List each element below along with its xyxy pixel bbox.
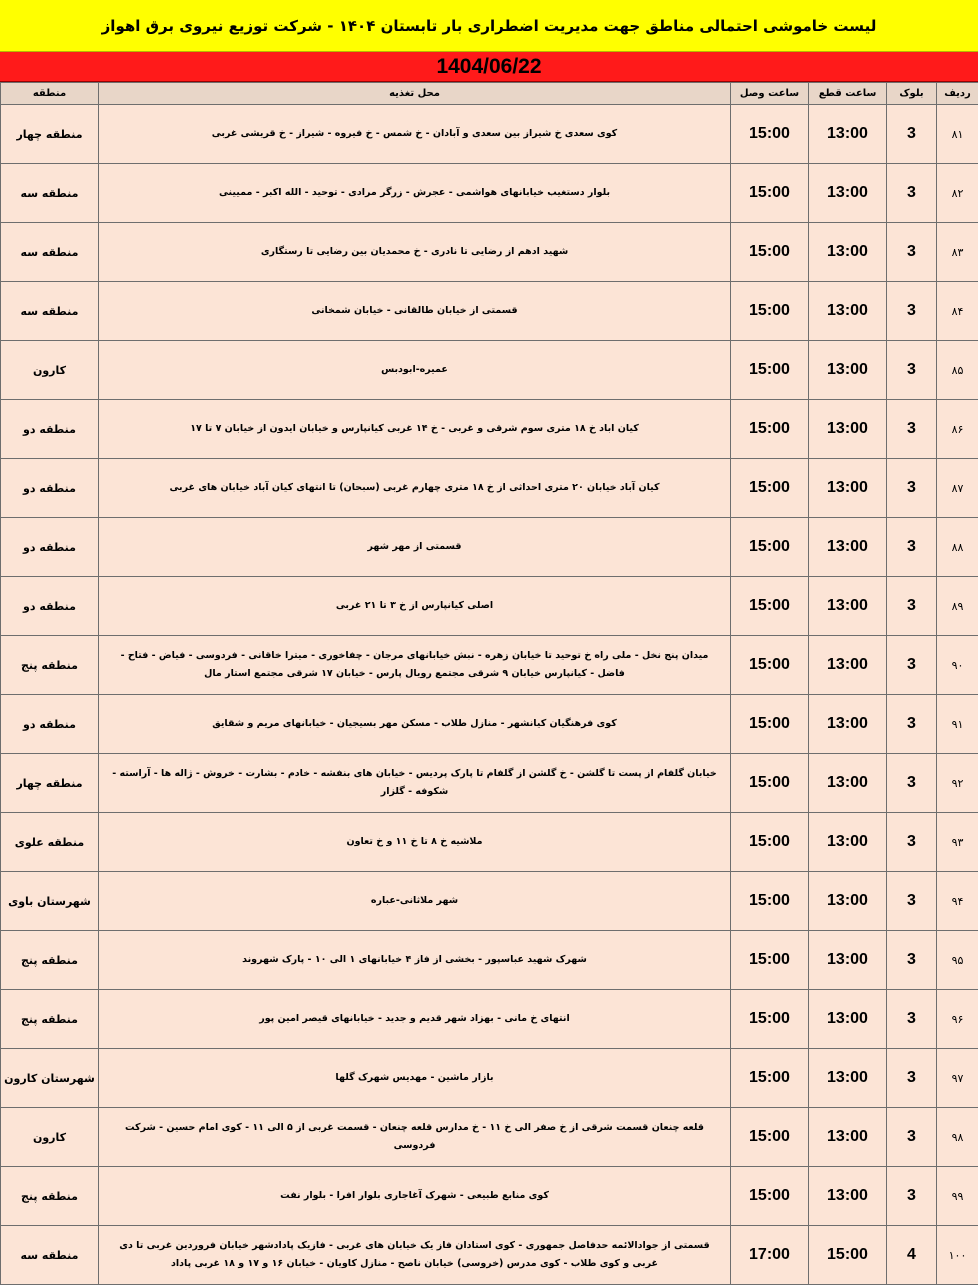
region-name: منطقه دو [1,577,99,636]
region-name: منطقه پنج [1,931,99,990]
row-number: ۸۵ [937,341,978,400]
row-number: ۸۶ [937,400,978,459]
header-region: منطقه [1,83,99,105]
area-description: شهرک شهید عباسپور - بخشی از فاز ۴ خیابانهای ۱ الی ۱۰ - پارک شهروند [99,931,731,990]
block-number: 3 [887,577,937,636]
table-row [1,400,978,459]
cut-time: 13:00 [809,636,887,695]
block-number: 3 [887,282,937,341]
row-number: ۹۱ [937,695,978,754]
table-row [1,754,978,813]
block-number: 3 [887,636,937,695]
cut-time: 13:00 [809,1167,887,1226]
region-name: کارون [1,341,99,400]
row-number: ۹۴ [937,872,978,931]
area-description: شهید ادهم از رضایی تا نادری - خ محمدیان بین رضایی تا رستگاری [99,223,731,282]
region-name: منطقه سه [1,223,99,282]
cut-time: 13:00 [809,164,887,223]
area-description: کوی فرهنگیان کیانشهر - منازل طلاب - مسکن مهر بسیجیان - خیابانهای مریم و شقایق [99,695,731,754]
row-number: ۸۷ [937,459,978,518]
cut-time: 13:00 [809,282,887,341]
restore-time: 17:00 [731,1226,809,1285]
row-number: ۹۶ [937,990,978,1049]
cut-time: 13:00 [809,577,887,636]
table-row [1,223,978,282]
table-row [1,282,978,341]
block-number: 3 [887,931,937,990]
restore-time: 15:00 [731,105,809,164]
restore-time: 15:00 [731,695,809,754]
table-row [1,695,978,754]
table-row [1,1049,978,1108]
row-number: ۹۷ [937,1049,978,1108]
row-number: ۸۲ [937,164,978,223]
region-name: کارون [1,1108,99,1167]
region-name: منطقه پنج [1,636,99,695]
restore-time: 15:00 [731,341,809,400]
block-number: 4 [887,1226,937,1285]
block-number: 3 [887,518,937,577]
block-number: 3 [887,1167,937,1226]
cut-time: 13:00 [809,754,887,813]
cut-time: 13:00 [809,1049,887,1108]
area-description: قسمتی از جوادالائمه حدفاصل جمهوری - کوی استادان فاز یک خیابان های غربی - فازیک پادادشهر خیابان فروردین غربی تا دی غربی و کوی طلاب - کوی مدرس (خروسی) خیابان ناصح - منازل کاویان - خیابان ۱۶ و ۱۷ و ۱۸ غربی پاداد [99,1226,731,1285]
cut-time: 13:00 [809,990,887,1049]
outage-table [0,82,978,1285]
area-description: شهر ملاثانی-عباره [99,872,731,931]
block-number: 3 [887,459,937,518]
region-name: منطقه سه [1,164,99,223]
block-number: 3 [887,990,937,1049]
cut-time: 13:00 [809,105,887,164]
region-name: شهرستان کارون [1,1049,99,1108]
row-number: ۸۴ [937,282,978,341]
area-description: قسمتی از خیابان طالقانی - خیابان شمخانی [99,282,731,341]
restore-time: 15:00 [731,282,809,341]
table-header-row [1,83,978,105]
table-row [1,990,978,1049]
region-name: منطقه پنج [1,1167,99,1226]
area-description: میدان پنج نخل - ملی راه خ توحید تا خیابان زهره - نبش خیابانهای مرجان - چفاخوری - میترا خاقانی - فردوسی - فیاض - فتاح - فاضل - کیانپارس خیابان ۹ شرقی مجتمع رویال پارس - خیابان ۱۷ شرقی مجتمع استار مال [99,636,731,695]
row-number: ۹۸ [937,1108,978,1167]
area-description: کوی سعدی خ شیراز بین سعدی و آبادان - خ شمس - خ فیروه - شیراز - خ قریشی غربی [99,105,731,164]
row-number: ۹۵ [937,931,978,990]
header-radif: ردیف [937,83,978,105]
cut-time: 13:00 [809,872,887,931]
restore-time: 15:00 [731,577,809,636]
row-number: ۹۳ [937,813,978,872]
region-name: منطقه دو [1,518,99,577]
header-area: محل تغذیه [99,83,731,105]
table-row [1,105,978,164]
block-number: 3 [887,1049,937,1108]
table-row [1,1167,978,1226]
cut-time: 13:00 [809,341,887,400]
region-name: منطقه دو [1,400,99,459]
row-number: ۱۰۰ [937,1226,978,1285]
area-description: اصلی کیانپارس از خ ۳ تا ۲۱ غربی [99,577,731,636]
area-description: عمیره-ابودبس [99,341,731,400]
table-row [1,931,978,990]
region-name: منطقه چهار [1,754,99,813]
block-number: 3 [887,164,937,223]
restore-time: 15:00 [731,459,809,518]
table-row [1,577,978,636]
block-number: 3 [887,695,937,754]
restore-time: 15:00 [731,164,809,223]
cut-time: 15:00 [809,1226,887,1285]
area-description: خیابان گلفام از پست تا گلشن - خ گلشن از گلفام تا پارک پردیس - خیابان های بنفشه - خادم - بشارت - خروش - ژاله ها - آراسته - شکوفه - گلزار [99,754,731,813]
cut-time: 13:00 [809,223,887,282]
table-row [1,459,978,518]
region-name: منطقه سه [1,1226,99,1285]
row-number: ۸۹ [937,577,978,636]
restore-time: 15:00 [731,1167,809,1226]
area-description: قسمتی از مهر شهر [99,518,731,577]
table-row [1,813,978,872]
region-name: منطقه دو [1,695,99,754]
header-block: بلوک [887,83,937,105]
area-description: قلعه چنعان قسمت شرقی از خ صفر الی خ ۱۱ - خ مدارس قلعه چنعان - قسمت غربی از ۵ الی ۱۱ - کوی امام حسین - شرکت فردوسی [99,1108,731,1167]
region-name: منطقه دو [1,459,99,518]
cut-time: 13:00 [809,400,887,459]
table-row [1,341,978,400]
block-number: 3 [887,400,937,459]
page-title: لیست خاموشی احتمالی مناطق جهت مدیریت اضطراری بار تابستان ۱۴۰۴ - شرکت توزیع نیروی برق اهواز [0,0,978,52]
restore-time: 15:00 [731,518,809,577]
header-cut-time: ساعت قطع [809,83,887,105]
row-number: ۹۰ [937,636,978,695]
area-description: کیان اباد خ ۱۸ متری سوم شرقی و غربی - خ ۱۴ غربی کیانپارس و خیابان ایدون از خیابان ۷ تا ۱۷ [99,400,731,459]
schedule-date: 1404/06/22 [0,52,978,82]
region-name: منطقه پنج [1,990,99,1049]
restore-time: 15:00 [731,223,809,282]
region-name: منطقه علوی [1,813,99,872]
restore-time: 15:00 [731,754,809,813]
block-number: 3 [887,1108,937,1167]
row-number: ۹۹ [937,1167,978,1226]
area-description: کیان آباد خیابان ۲۰ متری احداثی از خ ۱۸ متری چهارم غربی (سبحان) تا انتهای کیان آباد خیابان های غربی [99,459,731,518]
table-row [1,518,978,577]
restore-time: 15:00 [731,872,809,931]
restore-time: 15:00 [731,931,809,990]
restore-time: 15:00 [731,400,809,459]
table-row [1,1108,978,1167]
header-restore-time: ساعت وصل [731,83,809,105]
restore-time: 15:00 [731,636,809,695]
region-name: منطقه سه [1,282,99,341]
table-row [1,636,978,695]
region-name: منطقه چهار [1,105,99,164]
row-number: ۸۱ [937,105,978,164]
cut-time: 13:00 [809,695,887,754]
block-number: 3 [887,813,937,872]
block-number: 3 [887,223,937,282]
table-row [1,1226,978,1285]
cut-time: 13:00 [809,813,887,872]
row-number: ۸۸ [937,518,978,577]
area-description: ملاشیه خ ۸ تا خ ۱۱ و خ تعاون [99,813,731,872]
block-number: 3 [887,872,937,931]
restore-time: 15:00 [731,813,809,872]
cut-time: 13:00 [809,518,887,577]
area-description: انتهای خ مانی - بهزاد شهر قدیم و جدید - خیابانهای قیصر امین پور [99,990,731,1049]
restore-time: 15:00 [731,990,809,1049]
block-number: 3 [887,105,937,164]
table-row [1,164,978,223]
area-description: کوی منابع طبیعی - شهرک آغاجاری بلوار افرا - بلوار نفت [99,1167,731,1226]
block-number: 3 [887,341,937,400]
restore-time: 15:00 [731,1108,809,1167]
block-number: 3 [887,754,937,813]
cut-time: 13:00 [809,459,887,518]
table-row [1,872,978,931]
cut-time: 13:00 [809,1108,887,1167]
area-description: بازار ماشین - مهدیس شهرک گلها [99,1049,731,1108]
area-description: بلوار دستغیب خیابانهای هواشمی - عجرش - زرگر مرادی - توحید - الله اکبر - ممیینی [99,164,731,223]
row-number: ۸۳ [937,223,978,282]
region-name: شهرستان باوی [1,872,99,931]
restore-time: 15:00 [731,1049,809,1108]
row-number: ۹۲ [937,754,978,813]
cut-time: 13:00 [809,931,887,990]
